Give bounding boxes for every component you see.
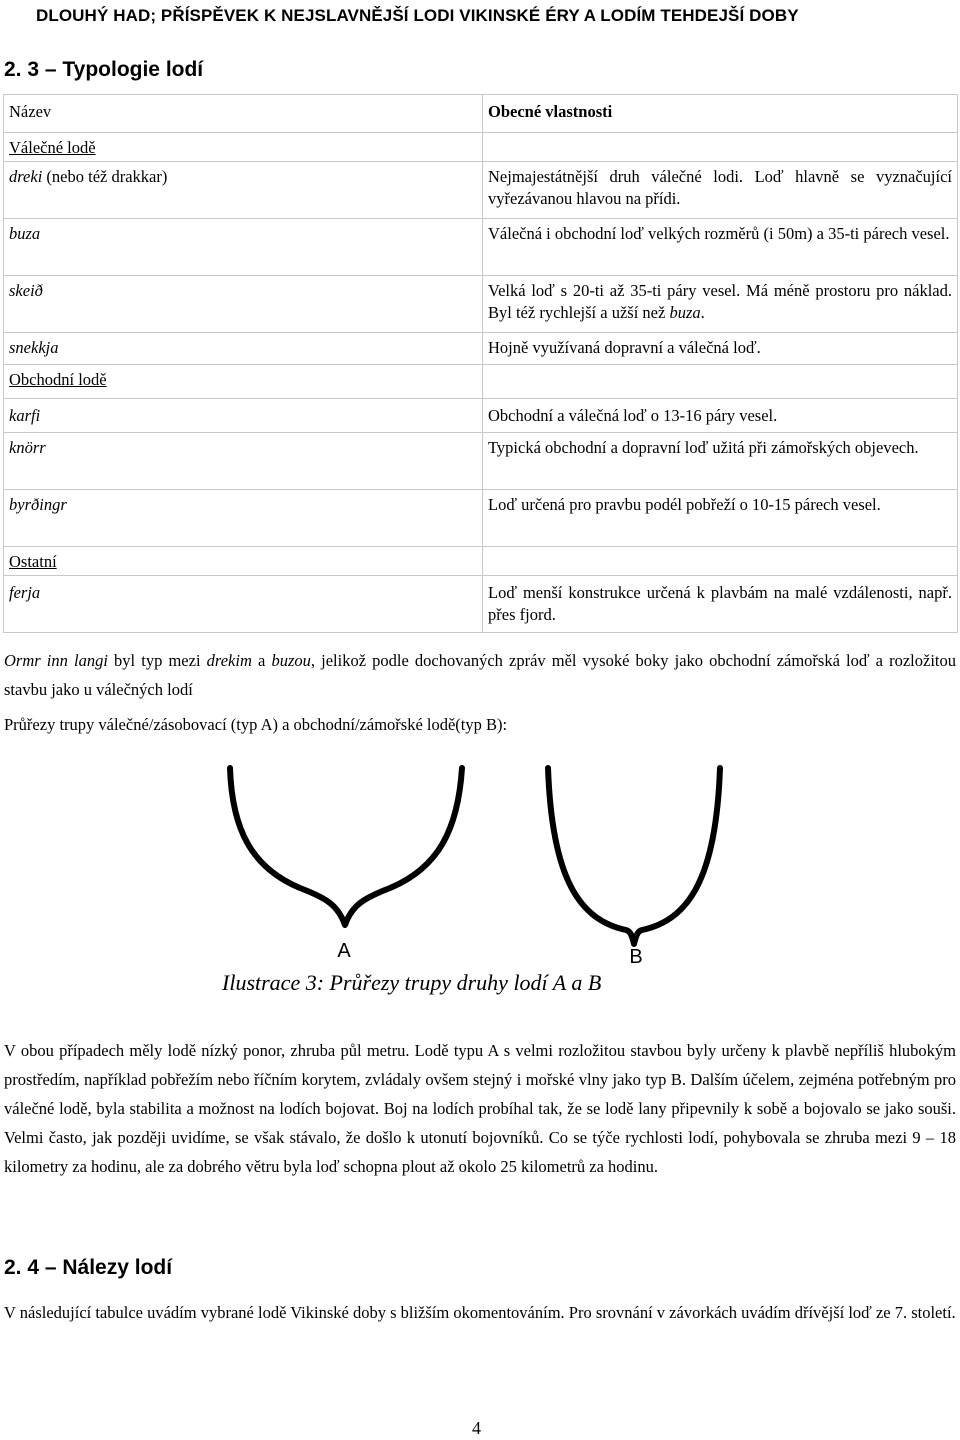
group-trade-label: Obchodní lodě — [4, 365, 483, 399]
table-group-row — [4, 133, 958, 162]
ship-typology-table — [3, 94, 958, 633]
figure-caption: Ilustrace 3: Průřezy trupy druhy lodí A a B — [222, 970, 602, 995]
table-row — [4, 333, 958, 365]
ship-name-cell: buza — [4, 219, 483, 276]
ship-name-cell: dreki (nebo též drakkar) — [4, 162, 483, 219]
ormr-paragraph: Ormr inn langi byl typ mezi drekim a buzou, jelikož podle dochovaných zpráv měl vysoké boky jako obchodní zámořská loď a rozložitou stavbu jako u válečných lodí — [4, 651, 956, 699]
group-other-label: Ostatní — [4, 547, 483, 576]
table-row — [4, 219, 958, 276]
label-b: B — [629, 946, 643, 968]
label-a: A — [337, 940, 351, 962]
ship-name-cell: ferja — [4, 576, 483, 633]
table-group-row — [4, 547, 958, 576]
nalezy-paragraph: V následující tabulce uvádím vybrané lodě Vikinské doby s bližším okomentováním. Pro srovnání v závorkách uvádím dřívější loď ze 7. století. — [4, 1303, 956, 1322]
running-header: DLOUHÝ HAD; PŘÍSPĚVEK K NEJSLAVNĚJŠÍ LODI VIKINSKÉ ÉRY A LODÍM TEHDEJŠÍ DOBY — [36, 6, 799, 25]
hull-section-a-shape — [230, 768, 462, 925]
body-paragraph: V obou případech měly lodě nízký ponor, zhruba půl metru. Lodě typu A s velmi rozložitou stavbou byly určeny k plavbě nepříliš hlubokým prostředím, například pobřežím nebo říčním korytem, zvládaly ovšem stejný i mořské vlny jako typ B. Dalším účelem, zejména potřebným pro válečné lodě, byla stabilita a možnost na lodích bojovat. Boj na lodích probíhal tak, že se lodě lany připevnily k sobě a bojovalo se jako souši. Velmi často, jak později uvidíme, se však stávalo, že došlo k utonutí bojovníků. Co se týče rychlosti lodí, pohybovala se zhruba mezi 9 – 18 kilometry za hodinu, ale za dobrého větru byla loď schopna plout až okolo 25 kilometrů za hodinu. — [4, 1041, 956, 1176]
ship-desc-cell: Válečná i obchodní loď velkých rozměrů (i 50m) a 35-ti párech vesel. — [483, 219, 958, 276]
section-heading-nalezy: 2. 4 – Nálezy lodí — [4, 1256, 173, 1279]
page-number: 4 — [472, 1418, 481, 1438]
table-group-row — [4, 365, 958, 399]
table-row — [4, 433, 958, 490]
ship-desc-cell: Obchodní a válečná loď o 13-16 páry vesel. — [483, 399, 958, 433]
ship-desc-cell: Loď menší konstrukce určená k plavbám na malé vzdálenosti, např. přes fjord. — [483, 576, 958, 633]
ship-desc-cell: Velká loď s 20-ti až 35-ti páry vesel. Má méně prostoru pro náklad. Byl též rychlejší a užší než buza. — [483, 276, 958, 333]
hull-section-b-shape — [548, 768, 720, 944]
ship-name-cell: snekkja — [4, 333, 483, 365]
ship-desc-cell: Loď určená pro pravbu podél pobřeží o 10-15 párech vesel. — [483, 490, 958, 547]
table-row — [4, 399, 958, 433]
table-row — [4, 276, 958, 333]
header-cell-props: Obecné vlastnosti — [483, 95, 958, 133]
ship-name-cell: knörr — [4, 433, 483, 490]
ship-name-cell: skeið — [4, 276, 483, 333]
header-cell-name: Název — [4, 95, 483, 133]
table-row — [4, 576, 958, 633]
hull-cross-sections-figure — [0, 760, 960, 970]
table-header-row — [4, 95, 958, 133]
ship-name-cell: karfi — [4, 399, 483, 433]
ship-desc-cell: Typická obchodní a dopravní loď užitá při zámořských objevech. — [483, 433, 958, 490]
ship-desc-cell: Nejmajestátnější druh válečné lodi. Loď hlavně se vyznačující vyřezávanou hlavou na přídi. — [483, 162, 958, 219]
table-row — [4, 490, 958, 547]
cross-sections-intro: Průřezy trupy válečné/zásobovací (typ A) a obchodní/zámořské lodě(typ B): — [4, 715, 508, 734]
ship-desc-cell: Hojně využívaná dopravní a válečná loď. — [483, 333, 958, 365]
ship-name-cell: byrðingr — [4, 490, 483, 547]
group-war-label: Válečné lodě — [4, 133, 483, 162]
table-row — [4, 162, 958, 219]
section-heading-typologie: 2. 3 – Typologie lodí — [4, 58, 204, 81]
